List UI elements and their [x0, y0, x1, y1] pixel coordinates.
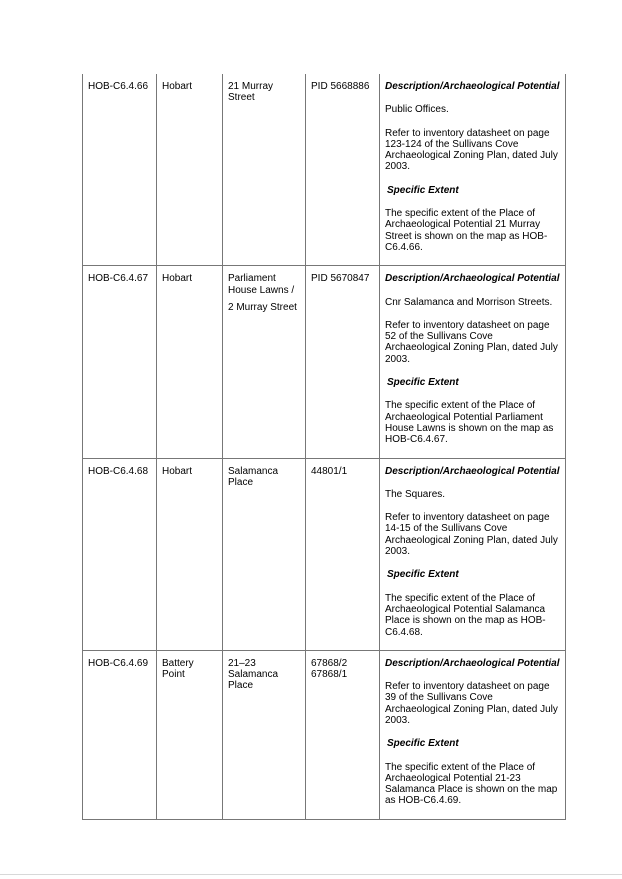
inventory-reference-text: Refer to inventory datasheet on page 52 of the Sullivans Cove Archaeological Zoning Plan, dated July 2003.: [385, 319, 558, 365]
description-cell: [380, 74, 566, 266]
title-reference-cell: [306, 74, 380, 266]
title-reference: 67868/2: [311, 657, 348, 669]
suburb-cell: [157, 458, 223, 650]
inventory-reference-text: Refer to inventory datasheet on page 14-15 of the Sullivans Cove Archaeological Zoning Plan, dated July 2003.: [385, 512, 558, 558]
address-line: Parliament House Lawns /: [228, 273, 295, 296]
place-id: HOB-C6.4.69: [88, 657, 149, 669]
inventory-reference-text: Refer to inventory datasheet on page 123-124 of the Sullivans Cove Archaeological Zoning Plan, dated July 2003.: [385, 127, 558, 173]
description-heading: Description/Archaeological Potential: [385, 465, 560, 477]
address-line: Salamanca Place: [228, 465, 279, 488]
description-heading: Description/Archaeological Potential: [385, 81, 560, 92]
address-cell: [223, 650, 306, 819]
specific-extent-heading: Specific Extent: [387, 569, 459, 581]
description-heading: Description/Archaeological Potential: [385, 657, 560, 669]
place-id-cell: [83, 74, 157, 266]
title-reference: 67868/1: [311, 669, 348, 681]
suburb: Hobart: [162, 465, 193, 477]
archaeological-places-table: [82, 74, 566, 820]
suburb-cell: [157, 650, 223, 819]
title-reference-cell: [306, 458, 380, 650]
description-text: The Squares.: [385, 488, 446, 500]
suburb-cell: [157, 74, 223, 266]
specific-extent-text: The specific extent of the Place of Archaeological Potential Salamanca Place is shown on the map as HOB-C6.4.68.: [385, 592, 546, 638]
suburb: Battery Point: [162, 657, 194, 681]
place-id-cell: [83, 458, 157, 650]
address-line: 2 Murray Street: [228, 301, 297, 313]
address-cell: [223, 74, 306, 266]
title-reference-cell: [306, 650, 380, 819]
place-id-cell: [83, 266, 157, 458]
suburb-cell: [157, 266, 223, 458]
page-bottom-divider: [0, 874, 622, 875]
place-id: HOB-C6.4.67: [88, 273, 149, 285]
suburb: Hobart: [162, 81, 193, 92]
specific-extent-text: The specific extent of the Place of Archaeological Potential Parliament House Lawns is shown on the map as HOB-C6.4.67.: [385, 400, 554, 446]
place-id: HOB-C6.4.68: [88, 465, 149, 477]
table-row: [83, 458, 566, 650]
suburb: Hobart: [162, 273, 193, 285]
address-line: 21 Murray Street: [228, 81, 274, 104]
description-text: Cnr Salamanca and Morrison Streets.: [385, 296, 553, 308]
address-cell: [223, 266, 306, 458]
description-cell: [380, 650, 566, 819]
title-reference: PID 5670847: [311, 273, 370, 285]
inventory-reference-text: Refer to inventory datasheet on page 39 of the Sullivans Cove Archaeological Zoning Plan, dated July 2003.: [385, 681, 558, 726]
specific-extent-text: The specific extent of the Place of Archaeological Potential 21 Murray Street is shown on the map as HOB-C6.4.66.: [385, 208, 548, 253]
description-cell: [380, 458, 566, 650]
description-cell: [380, 266, 566, 458]
title-reference: PID 5668886: [311, 81, 370, 92]
description-heading: Description/Archaeological Potential: [385, 273, 560, 285]
table-row: [83, 74, 566, 266]
table-row: [83, 650, 566, 819]
specific-extent-text: The specific extent of the Place of Archaeological Potential 21-23 Salamanca Place is shown on the map as HOB-C6.4.69.: [385, 761, 558, 807]
specific-extent-heading: Specific Extent: [387, 377, 459, 389]
specific-extent-heading: Specific Extent: [387, 184, 459, 196]
title-reference: 44801/1: [311, 465, 348, 477]
place-id-cell: [83, 650, 157, 819]
address-cell: [223, 458, 306, 650]
address-line: 21–23 Salamanca Place: [228, 657, 279, 692]
specific-extent-heading: Specific Extent: [387, 738, 459, 750]
table-row: [83, 266, 566, 458]
place-id: HOB-C6.4.66: [88, 81, 149, 92]
title-reference-cell: [306, 266, 380, 458]
description-text: Public Offices.: [385, 104, 449, 116]
